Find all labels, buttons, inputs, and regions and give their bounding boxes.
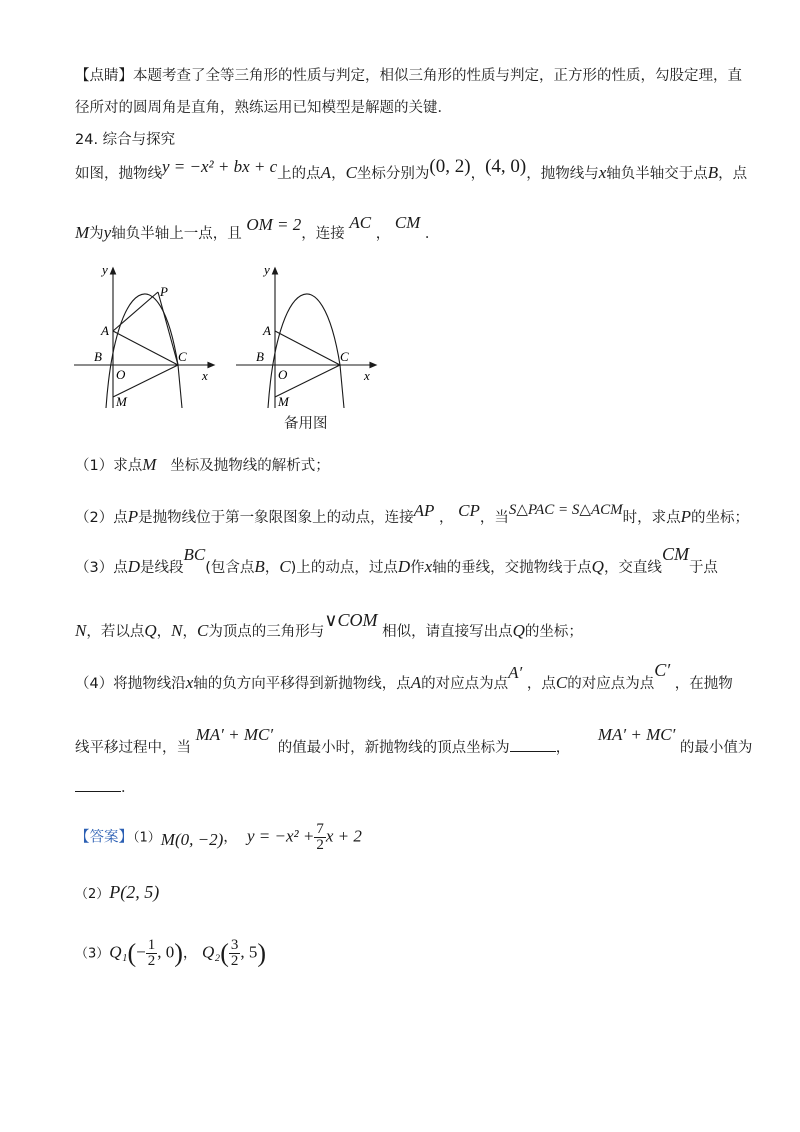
- q2-text: 的坐标；: [691, 510, 750, 526]
- q4-text: 的对应点为点: [421, 676, 509, 692]
- answer-3: （3）Q₁(− $\frac{1}{2}$ , 0)， Q₂( $\frac{3}{2}$ , 5): [75, 937, 267, 969]
- segment-CP: CP: [458, 501, 480, 520]
- q2-text: （2）点: [75, 510, 128, 526]
- triangle-COM: ∨COM: [324, 610, 378, 630]
- answer-sep: ，: [182, 945, 198, 962]
- segment-AP: AP: [413, 501, 435, 520]
- answer-eq-part2: x + 2: [325, 826, 362, 846]
- point-C: C: [345, 163, 357, 182]
- q3-text: ，若以点: [86, 624, 145, 640]
- stem-text: ，点: [718, 166, 748, 182]
- label-B: B: [94, 349, 102, 364]
- var-y: y: [103, 223, 112, 242]
- segment-AC: AC: [349, 213, 372, 232]
- point-N: N: [171, 621, 183, 640]
- q3-text: )上的动点，过点: [290, 560, 398, 576]
- point-C: C: [555, 673, 568, 692]
- point-A-prime: A′: [508, 663, 523, 682]
- stem-text: ，: [331, 166, 346, 182]
- q2-text: ，当: [479, 510, 509, 526]
- point-Q: Q: [512, 621, 525, 640]
- note-label: 【点睛】: [75, 68, 133, 84]
- figure-backup: [232, 258, 382, 410]
- point-D: D: [127, 557, 141, 576]
- figure-main: [70, 258, 220, 410]
- q3-text: 于点: [688, 560, 718, 576]
- q2-text: 时，求点: [622, 510, 681, 526]
- point-Q: Q: [591, 557, 604, 576]
- point-P: P: [680, 507, 692, 526]
- point-C: C: [196, 621, 209, 640]
- q1-text: 坐标及抛物线的解析式；: [170, 458, 330, 474]
- label-A: A: [263, 323, 271, 338]
- label-C: C: [340, 349, 349, 364]
- note-line-1: [75, 64, 742, 85]
- area-equation: S△PAC = S△ACM: [508, 502, 623, 518]
- stem-line-1: 如图，抛物线y = −x² + bx + c上的点A，C坐标分别为(0, 2)，(4, 0)，抛物线与x轴负半轴交于点B，点: [75, 156, 748, 182]
- stem-text: 上的点: [277, 166, 321, 182]
- label-x: x: [202, 368, 208, 383]
- stem-text: ，连接: [301, 226, 345, 242]
- label-y: y: [102, 262, 108, 277]
- problem-title: 24. 综合与探究: [75, 132, 176, 148]
- q4-text: 的最小值为: [679, 740, 753, 756]
- question-4-cont: [75, 725, 753, 757]
- label-O: O: [116, 367, 126, 382]
- coord-A: (0, 2): [429, 156, 471, 177]
- answer-P: P(2, 5): [109, 882, 160, 902]
- answer-M: M(0, −2): [160, 829, 224, 849]
- segment-CM: CM: [394, 213, 421, 232]
- answer-eq-part1: y = −x² +: [246, 826, 315, 846]
- q4-text: ，在抛物: [674, 676, 733, 692]
- point-P: P: [127, 507, 139, 526]
- answer-prefix: （2）: [75, 887, 110, 902]
- answer-blank-min[interactable]: [75, 791, 121, 792]
- stem-text: 坐标分别为: [356, 166, 430, 182]
- q3-text: 作: [410, 560, 425, 576]
- stem-text: 轴负半轴上一点，且: [111, 226, 242, 242]
- fraction-seven-halves: $\frac{7}{2}$: [316, 821, 324, 853]
- line-CM: CM: [661, 544, 689, 564]
- fraction-one-half: $\frac{1}{2}$: [147, 937, 156, 969]
- q3-text: 相似，请直接写出点: [382, 624, 513, 640]
- point-N: N: [75, 621, 87, 640]
- q4-text: 的对应点为点: [567, 676, 655, 692]
- coord-C: (4, 0): [485, 156, 527, 177]
- question-1: [75, 454, 330, 475]
- q3-text: （3）点: [75, 560, 128, 576]
- sum-expression: MA′ + MC′: [195, 725, 274, 744]
- stem-line-2: M为y轴负半轴上一点，且 OM = 2，连接 AC ， CM ．: [75, 213, 440, 242]
- label-M: M: [278, 394, 289, 409]
- var-x: x: [424, 557, 433, 576]
- q3-text: 为顶点的三角形与: [208, 624, 325, 640]
- q3-text: (包含点: [205, 560, 255, 576]
- problem-number: [75, 128, 175, 149]
- q4-text: ，: [555, 740, 571, 756]
- question-3: （3）点D是线段BC(包含点B，C)上的动点，过点D作x轴的垂线，交抛物线于点Q，交直线CM于点: [75, 544, 718, 576]
- q1-text: （1）求点: [75, 458, 143, 474]
- answer-Q2: Q₂: [202, 942, 221, 962]
- label-x: x: [364, 368, 370, 383]
- answer-Q1: Q₁: [109, 942, 128, 962]
- point-B: B: [254, 557, 265, 576]
- parabola-curve: [106, 294, 182, 408]
- point-M: M: [75, 223, 90, 242]
- answer-sep: ，: [223, 829, 238, 846]
- label-P: P: [160, 284, 168, 299]
- om-equation: OM = 2: [246, 215, 302, 234]
- note-line-2: [75, 96, 452, 117]
- point-C: C: [279, 557, 291, 576]
- sum-expression: MA′ + MC′: [597, 725, 676, 744]
- answer-2: [75, 882, 159, 903]
- segment-BC: BC: [183, 545, 206, 564]
- stem-text: ．: [424, 226, 440, 242]
- point-A: A: [320, 163, 332, 182]
- stem-text: 如图，抛物线: [75, 166, 162, 182]
- q4-text: 线平移过程中，当: [75, 740, 191, 756]
- q4-text: ，点: [526, 676, 556, 692]
- point-M: M: [142, 455, 157, 474]
- q2-text: 是抛物线位于第一象限图象上的动点，连接: [138, 510, 414, 526]
- label-A: A: [101, 323, 109, 338]
- question-4: [75, 660, 733, 693]
- question-3-cont: N，若以点Q，N，C为顶点的三角形与∨COM 相似，请直接写出点Q的坐标；: [75, 610, 583, 640]
- q3-text: ，交直线: [603, 560, 662, 576]
- label-y: y: [264, 262, 270, 277]
- parabola-equation: y = −x² + bx + c: [162, 157, 278, 176]
- label-M: M: [116, 394, 127, 409]
- var-x: x: [185, 673, 194, 692]
- question-2: （2）点P是抛物线位于第一象限图象上的动点，连接AP ， CP，当S△PAC = S△ACM时，求点P的坐标；: [75, 501, 750, 526]
- stem-text: ，抛物线与: [526, 166, 599, 182]
- var-x: x: [598, 163, 607, 182]
- answer-blank-vertex[interactable]: [510, 751, 556, 752]
- point-C-prime: C′: [654, 660, 671, 680]
- figure-caption: 备用图: [284, 416, 328, 432]
- stem-text: 为: [89, 226, 104, 242]
- label-C: C: [178, 349, 187, 364]
- q4-text: ．: [121, 780, 136, 796]
- answer-prefix: （3）: [75, 946, 110, 962]
- question-4-end: [75, 776, 136, 797]
- answer-prefix: （1）: [133, 830, 161, 846]
- q4-text: 轴的负方向平移得到新抛物线，点: [193, 676, 411, 692]
- label-B: B: [256, 349, 264, 364]
- note-text-2: 径所对的圆周角是直角，熟练运用已知模型是解题的关键．: [75, 100, 452, 116]
- q3-text: 轴的垂线，交抛物线于点: [432, 560, 592, 576]
- point-B: B: [707, 163, 719, 182]
- q3-text: 是线段: [140, 560, 184, 576]
- answer-1: [75, 822, 362, 853]
- point-Q: Q: [144, 621, 157, 640]
- q3-text: 的坐标；: [524, 624, 583, 640]
- fraction-three-halves: $\frac{3}{2}$: [230, 937, 239, 969]
- point-D: D: [397, 557, 411, 576]
- note-text-1: 本题考查了全等三角形的性质与判定，相似三角形的性质与判定，正方形的性质，勾股定理，直: [133, 68, 742, 84]
- point-A: A: [410, 673, 422, 692]
- label-O: O: [278, 367, 288, 382]
- answer-label: 【答案】: [75, 829, 133, 846]
- q4-text: （4）将抛物线沿: [75, 676, 186, 692]
- stem-text: 轴负半轴交于点: [606, 166, 708, 182]
- q4-text: 的值最小时，新抛物线的顶点坐标为: [277, 740, 510, 756]
